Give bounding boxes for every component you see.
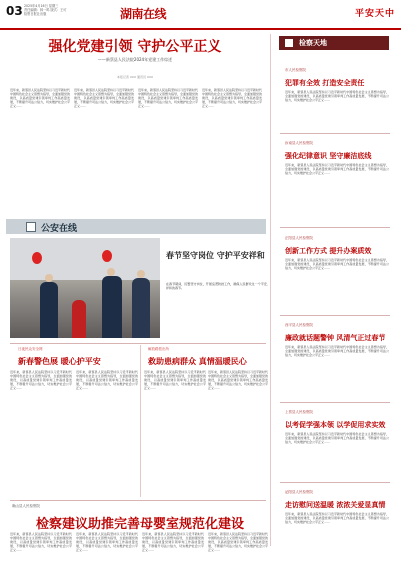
bottom-story-section: 确山县人民检察院 xyxy=(12,504,40,508)
police-officer xyxy=(102,276,122,338)
column-divider xyxy=(270,34,271,546)
lantern-icon xyxy=(32,252,42,264)
top-rule xyxy=(0,28,401,30)
divider xyxy=(280,227,390,228)
story-body-col: 近年来，新蔡县人民法院坚持以习近平新时代中国特色社会主义思想为指导，全面加强党的建设，以高质量党建引领审判工作高质量发展，不断提升司法公信力，切实维护社会公平正义…… xyxy=(144,370,206,390)
photo-caption: 在春节期间，民警坚守岗位，开展巡逻防控工作，确保人民群众过一个平安、祥和的春节。 xyxy=(166,282,270,290)
story-title: 救助患病群众 真情温暖民心 xyxy=(148,356,247,366)
story-body-col: 近年来，新蔡县人民法院坚持以习近平新时代中国特色社会主义思想为指导，全面加强党的建设，以高质量党建引领审判工作高质量发展，不断提升司法公信力，切实维护社会公平正义…… xyxy=(10,370,72,390)
divider xyxy=(10,500,266,501)
main-article-body-col1: 近年来，新蔡县人民法院坚持以习近平新时代中国特色社会主义思想为指导，全面加强党的建设，以高质量党建引领审判工作高质量发展，不断提升司法公信力，切实维护社会公平正义…… xyxy=(10,88,71,108)
right-item-body: 近年来，新蔡县人民法院坚持以习近平新时代中国特色社会主义思想为指导，全面加强党的建设，以高质量党建引领审判工作高质量发展，不断提升司法公信力，切实维护社会公平正义…… xyxy=(285,163,389,175)
police-officer xyxy=(40,282,58,338)
right-item-title: 走访慰问送温暖 浓浓关爱显真情 xyxy=(285,500,386,509)
right-banner-label: 检察天地 xyxy=(299,39,327,47)
feature-photo xyxy=(10,238,160,338)
newspaper-brand: 湖南在线 xyxy=(120,7,167,21)
photo-title: 春节坚守岗位 守护平安祥和 xyxy=(166,250,265,260)
meta-line: 检察日报社出版 xyxy=(24,12,47,16)
face xyxy=(45,274,53,282)
divider xyxy=(280,482,390,483)
right-item-section: 正阳县人民检察院 xyxy=(285,236,313,240)
right-item-section: 上蔡县人民检察院 xyxy=(285,410,313,414)
bottom-story-body-col: 近年来，新蔡县人民法院坚持以习近平新时代中国特色社会主义思想为指导，全面加强党的建设，以高质量党建引领审判工作高质量发展，不断提升司法公信力，切实维护社会公平正义…… xyxy=(142,532,204,552)
bottom-story-body-col: 近年来，新蔡县人民法院坚持以习近平新时代中国特色社会主义思想为指导，全面加强党的建设，以高质量党建引领审判工作高质量发展，不断提升司法公信力，切实维护社会公平正义…… xyxy=(10,532,72,552)
story-body-col: 近年来，新蔡县人民法院坚持以习近平新时代中国特色社会主义思想为指导，全面加强党的建设，以高质量党建引领审判工作高质量发展，不断提升司法公信力，切实维护社会公平正义…… xyxy=(76,370,138,390)
main-byline: 本报记者 XXX 通讯员 XXX xyxy=(116,75,154,79)
bottom-story-title: 检察建议助推完善母婴室规范化建设 xyxy=(35,517,244,532)
main-article-body-col3: 近年来，新蔡县人民法院坚持以习近平新时代中国特色社会主义思想为指导，全面加强党的建设，以高质量党建引领审判工作高质量发展，不断提升司法公信力，切实维护社会公平正义…… xyxy=(138,88,199,108)
citizen xyxy=(132,278,150,338)
column-divider xyxy=(140,345,141,497)
right-item-title: 廉政就话题警钟 风清气正过春节 xyxy=(285,333,386,342)
divider xyxy=(280,402,390,403)
feature-band-label: 公安在线 xyxy=(41,224,78,234)
meta-line: 责任编辑：林一鸣 版式：王可 xyxy=(24,8,67,12)
right-item-body: 近年来，新蔡县人民法院坚持以习近平新时代中国特色社会主义思想为指导，全面加强党的建设，以高质量党建引领审判工作高质量发展，不断提升司法公信力，切实维护社会公平正义…… xyxy=(285,90,389,102)
story-section: 解放路派出所 xyxy=(148,347,169,351)
right-item-body: 近年来，新蔡县人民法院坚持以习近平新时代中国特色社会主义思想为指导，全面加强党的建设，以高质量党建引领审判工作高质量发展，不断提升司法公信力，切实维护社会公平正义…… xyxy=(285,345,389,357)
face xyxy=(107,268,115,276)
story-title: 新春警色展 暖心护平安 xyxy=(18,356,101,366)
right-item-body: 近年来，新蔡县人民法院坚持以习近平新时代中国特色社会主义思想为指导，全面加强党的建设，以高质量党建引领审判工作高质量发展，不断提升司法公信力，切实维护社会公平正义…… xyxy=(285,258,389,270)
right-item-title: 犯罪有全效 打造安全责任 xyxy=(285,78,365,87)
square-icon xyxy=(285,39,293,47)
right-banner xyxy=(279,36,389,50)
story-body-col: 近年来，新蔡县人民法院坚持以习近平新时代中国特色社会主义思想为指导，全面加强党的建设，以高质量党建引领审判工作高质量发展，不断提升司法公信力，切实维护社会公平正义…… xyxy=(208,370,269,390)
right-item-title: 强化纪律意识 坚守廉洁底线 xyxy=(285,151,372,160)
bottom-story-body-col: 近年来，新蔡县人民法院坚持以习近平新时代中国特色社会主义思想为指导，全面加强党的建设，以高质量党建引领审判工作高质量发展，不断提升司法公信力，切实维护社会公平正义…… xyxy=(76,532,138,552)
right-item-section: 汝南县人民检察院 xyxy=(285,141,313,145)
right-item-section: 市人民检察院 xyxy=(285,68,306,72)
bottom-story-body-col: 近年来，新蔡县人民法院坚持以习近平新时代中国特色社会主义思想为指导，全面加强党的建设，以高质量党建引领审判工作高质量发展，不断提升司法公信力，切实维护社会公平正义…… xyxy=(208,532,269,552)
divider xyxy=(280,133,390,134)
feature-band xyxy=(6,219,266,234)
page-number: 03 xyxy=(6,4,23,18)
right-item-body: 近年来，新蔡县人民法院坚持以习近平新时代中国特色社会主义思想为指导，全面加强党的建设，以高质量党建引领审判工作高质量发展，不断提升司法公信力，切实维护社会公平正义…… xyxy=(285,512,389,524)
right-item-body: 近年来，新蔡县人民法院坚持以习近平新时代中国特色社会主义思想为指导，全面加强党的建设，以高质量党建引领审判工作高质量发展，不断提升司法公信力，切实维护社会公平正义…… xyxy=(285,432,389,444)
meta-line: 2025年4月16日 星期三 xyxy=(24,4,59,8)
right-item-title: 以考促学强本领 以学促用求实效 xyxy=(285,420,386,429)
right-item-section: 西平县人民检察院 xyxy=(285,323,313,327)
right-item-title: 创新工作方式 提升办案质效 xyxy=(285,246,372,255)
main-subtitle: ——新蔡县人民法院2024年党建工作综述 xyxy=(97,57,173,62)
right-item-section: 泌阳县人民检察院 xyxy=(285,490,313,494)
child xyxy=(72,300,86,338)
main-headline: 强化党建引领 守护公平正义 xyxy=(48,39,222,55)
main-article-body-col4: 近年来，新蔡县人民法院坚持以习近平新时代中国特色社会主义思想为指导，全面加强党的建设，以高质量党建引领审判工作高质量发展，不断提升司法公信力，切实维护社会公平正义…… xyxy=(202,88,263,108)
divider xyxy=(280,315,390,316)
section-title: 平安天中 xyxy=(354,9,395,19)
face xyxy=(137,270,145,278)
story-section: 日夜民众安全网 xyxy=(18,347,43,351)
divider xyxy=(10,343,266,344)
main-article-body-col2: 近年来，新蔡县人民法院坚持以习近平新时代中国特色社会主义思想为指导，全面加强党的建设，以高质量党建引领审判工作高质量发展，不断提升司法公信力，切实维护社会公平正义…… xyxy=(74,88,135,108)
issue-meta xyxy=(24,4,80,16)
lantern-icon xyxy=(102,250,112,262)
square-icon xyxy=(26,222,36,232)
